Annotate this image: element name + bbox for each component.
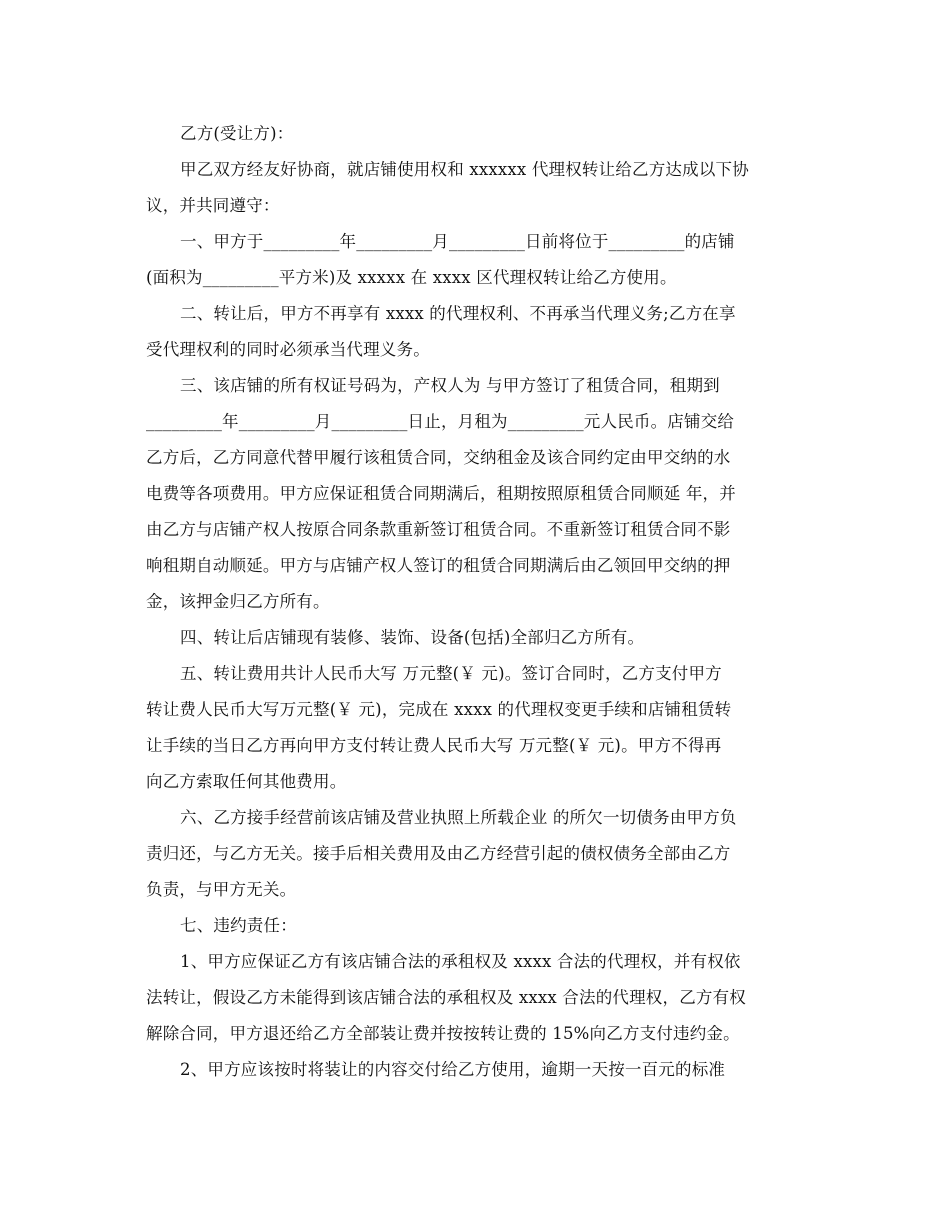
clause-7-item-1-line: 1、甲方应保证乙方有该店铺合法的承租权及 xxxx 合法的代理权，并有权依 (180, 952, 741, 971)
intro-paragraph-line: 甲乙双方经友好协商，就店铺使用权和 xxxxxx 代理权转让给乙方达成以下协 (180, 160, 749, 179)
clause-3-line: 电费等各项费用。甲方应保证租赁合同期满后，租期按照原租赁合同顺延 年，并 (146, 484, 736, 503)
clause-6-line: 六、乙方接手经营前该店铺及营业执照上所载企业 的所欠一切债务由甲方负 (180, 808, 737, 827)
clause-1-line: (面积为_________平方米)及 xxxxx 在 xxxx 区代理权转让给乙方使用。 (146, 268, 677, 287)
clause-5-line: 向乙方索取任何其他费用。 (146, 772, 347, 791)
clause-7-item-2-line: 2、甲方应该按时将装让的内容交付给乙方使用，逾期一天按一百元的标准 (180, 1060, 726, 1079)
clause-5-line: 转让费人民币大写万元整(￥ 元)，完成在 xxxx 的代理权变更手续和店铺租赁转 (146, 700, 732, 719)
clause-3-line: 乙方后，乙方同意代替甲履行该租赁合同，交纳租金及该合同约定由甲交纳的水 (146, 448, 731, 467)
clause-3-line: 三、该店铺的所有权证号码为，产权人为 与甲方签订了租赁合同，租期到 (180, 376, 720, 395)
clause-5-line: 让手续的当日乙方再向甲方支付转让费人民币大写 万元整(￥ 元)。甲方不得再 (146, 736, 722, 755)
intro-paragraph-line: 议，并共同遵守： (146, 196, 280, 215)
clause-5-line: 五、转让费用共计人民币大写 万元整(￥ 元)。签订合同时，乙方支付甲方 (180, 664, 722, 683)
clause-4-line: 四、转让后店铺现有装修、装饰、设备(包括)全部归乙方所有。 (180, 628, 645, 647)
clause-6-line: 负责，与甲方无关。 (146, 880, 297, 899)
clause-3-line: 由乙方与店铺产权人按原合同条款重新签订租赁合同。不重新签订租赁合同不影 (146, 520, 731, 539)
clause-7-item-1-line: 解除合同，甲方退还给乙方全部装让费并按按转让费的 15%向乙方支付违约金。 (146, 1024, 740, 1043)
clause-3-line: 响租期自动顺延。甲方与店铺产权人签订的租赁合同期满后由乙领回甲交纳的押 (146, 556, 731, 575)
clause-7-heading: 七、违约责任： (180, 916, 297, 935)
clause-7-item-1-line: 法转让，假设乙方未能得到该店铺合法的承租权及 xxxx 合法的代理权，乙方有权 (146, 988, 747, 1007)
clause-3-line: _________年_________月_________日止，月租为_________元人民币。店铺交给 (146, 412, 735, 431)
clause-1-line: 一、甲方于_________年_________月_________日前将位于_________的店铺 (180, 232, 735, 251)
clause-2-line: 受代理权利的同时必须承当代理义务。 (146, 340, 430, 359)
clause-6-line: 责归还，与乙方无关。接手后相关费用及由乙方经营引起的债权债务全部由乙方 (146, 844, 731, 863)
clause-2-line: 二、转让后，甲方不再享有 xxxx 的代理权利、不再承当代理义务;乙方在享 (180, 304, 736, 323)
clause-3-line: 金，该押金归乙方所有。 (146, 592, 330, 611)
party-b-heading: 乙方(受让方)： (180, 124, 294, 143)
